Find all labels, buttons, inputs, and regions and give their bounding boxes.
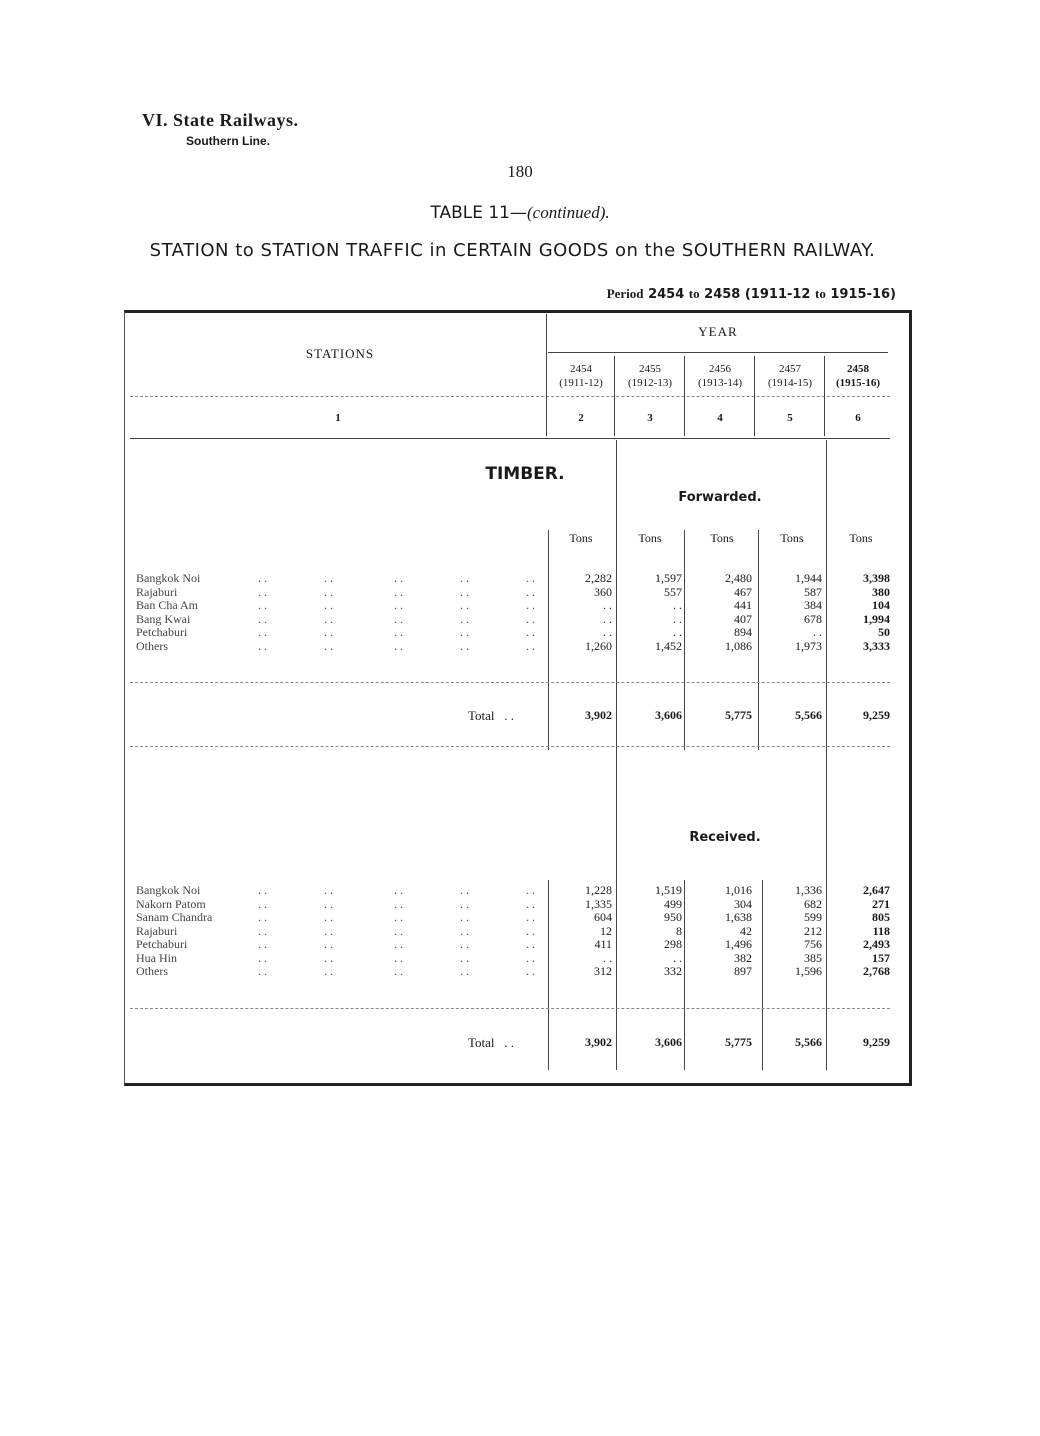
leader-dot: . . (324, 937, 333, 951)
value-cell: 3,398 (863, 571, 890, 585)
table-title: STATION to STATION TRAFFIC in CERTAIN GOODS on the SOUTHERN RAILWAY. (149, 240, 876, 261)
leader-dot: . . (460, 611, 469, 626)
value-cell: . . (603, 598, 612, 612)
forwarded-total-label (468, 708, 514, 724)
header-rule (130, 396, 890, 397)
leader-dot: . . (324, 910, 333, 924)
value-cell: 1,638 (725, 910, 752, 924)
leader-dot: . . (460, 638, 469, 653)
leader-dot: . . (394, 638, 403, 653)
table-label (0, 203, 1040, 223)
leader-dot: . . (460, 950, 469, 965)
period-to-1: to (688, 286, 700, 301)
value-cell: . . (673, 598, 682, 612)
station-name: Others (136, 638, 168, 653)
received-total-label (468, 1035, 514, 1051)
table-row (0, 626, 1040, 640)
year-ad: (1913-14) (698, 377, 742, 389)
forwarded-total-2454: 3,902 (585, 708, 612, 722)
value-cell: 2,647 (863, 883, 890, 897)
forwarded-total-2457: 5,566 (795, 708, 822, 722)
value-cell: 1,973 (795, 638, 822, 653)
table-row (0, 911, 1040, 925)
value-cell: . . (603, 611, 612, 626)
leader-dot: . . (258, 964, 267, 978)
leader-dot: . . (526, 910, 535, 924)
leader-dot: . . (258, 611, 267, 626)
leader-dot: . . (460, 923, 469, 938)
station-name: Hua Hin (136, 950, 177, 965)
col-divider-2 (614, 356, 615, 436)
value-cell: 587 (804, 584, 822, 599)
year-be: 2454 (570, 363, 592, 375)
leader-dot: . . (258, 910, 267, 924)
leader-dot: . . (324, 923, 333, 938)
value-cell: 1,519 (655, 883, 682, 897)
col-divider-4 (754, 356, 755, 436)
leader-dot: . . (526, 571, 535, 585)
leader-dot: . . (258, 571, 267, 585)
leader-dot: . . (324, 638, 333, 653)
leader-dot: . . (460, 584, 469, 599)
leader-dot: . . (526, 950, 535, 965)
station-name: Petchaburi (136, 625, 188, 639)
station-name: Bangkok Noi (136, 571, 201, 585)
station-name: Others (136, 964, 168, 978)
leader-dot: . . (394, 571, 403, 585)
value-cell: 304 (734, 896, 752, 911)
leader-dot: . . (460, 883, 469, 897)
received-total-2458: 9,259 (863, 1035, 890, 1049)
period-line (607, 286, 896, 302)
received-total-2457: 5,566 (795, 1035, 822, 1049)
forwarded-total-rule (130, 682, 890, 683)
section-heading: VI. State Railways. (142, 110, 299, 130)
total-dots: . . (504, 1035, 515, 1050)
value-cell: 50 (878, 625, 890, 639)
year-header: YEAR (698, 324, 738, 339)
forwarded-total-2455: 3,606 (655, 708, 682, 722)
value-cell: . . (603, 950, 612, 965)
value-cell: 1,452 (655, 638, 682, 653)
value-cell: 2,493 (863, 937, 890, 951)
year-col-2455 (616, 362, 684, 390)
leader-dot: . . (526, 598, 535, 612)
year-ad: (1912-13) (628, 377, 672, 389)
leader-dot: . . (394, 896, 403, 911)
table-row (0, 965, 1040, 979)
value-cell: 157 (872, 950, 890, 965)
station-name: Bang Kwai (136, 611, 191, 626)
column-number-1: 1 (335, 412, 341, 424)
leader-dot: . . (460, 910, 469, 924)
leader-dot: . . (394, 937, 403, 951)
leader-dot: . . (258, 950, 267, 965)
leader-dot: . . (324, 611, 333, 626)
leader-dot: . . (324, 625, 333, 639)
table-row (0, 898, 1040, 912)
value-cell: 407 (734, 611, 752, 626)
value-cell: 1,086 (725, 638, 752, 653)
leader-dot: . . (324, 896, 333, 911)
total-dots: . . (504, 708, 515, 723)
table-row (0, 572, 1040, 586)
leader-dot: . . (258, 638, 267, 653)
leader-dot: . . (526, 883, 535, 897)
stations-divider (546, 314, 547, 436)
station-name: Petchaburi (136, 937, 188, 951)
table-row (0, 599, 1040, 613)
year-col-2454 (548, 362, 614, 390)
value-cell: 604 (594, 910, 612, 924)
unit-col-2: Tons (569, 531, 593, 545)
forwarded-title: Forwarded. (678, 490, 762, 505)
value-cell: 385 (804, 950, 822, 965)
leader-dot: . . (526, 923, 535, 938)
column-number-2: 2 (578, 412, 584, 424)
unit-col-3: Tons (638, 531, 662, 545)
year-ad: (1911-12) (559, 377, 603, 389)
value-cell: 467 (734, 584, 752, 599)
station-name: Rajaburi (136, 584, 178, 599)
value-cell: . . (673, 611, 682, 626)
leader-dot: . . (526, 638, 535, 653)
value-cell: 2,282 (585, 571, 612, 585)
leader-dot: . . (324, 950, 333, 965)
value-cell: 557 (664, 584, 682, 599)
year-ad: (1915-16) (836, 377, 880, 389)
station-name: Ban Cha Am (136, 598, 198, 612)
total-text: Total (468, 708, 495, 723)
leader-dot: . . (460, 896, 469, 911)
value-cell: 897 (734, 964, 752, 978)
forwarded-total-2458: 9,259 (863, 708, 890, 722)
leader-dot: . . (460, 571, 469, 585)
total-text: Total (468, 1035, 495, 1050)
table-row (0, 952, 1040, 966)
table-label-number: TABLE 11— (430, 203, 527, 223)
leader-dot: . . (258, 883, 267, 897)
value-cell: 1,260 (585, 638, 612, 653)
value-cell: 312 (594, 964, 612, 978)
leader-dot: . . (526, 611, 535, 626)
leader-dot: . . (258, 598, 267, 612)
value-cell: 118 (872, 923, 890, 938)
table-row (0, 925, 1040, 939)
table-row (0, 586, 1040, 600)
value-cell: 2,768 (863, 964, 890, 978)
station-name: Sanam Chandra (136, 910, 213, 924)
value-cell: 1,335 (585, 896, 612, 911)
year-ad: (1914-15) (768, 377, 812, 389)
forwarded-total-2456: 5,775 (725, 708, 752, 722)
year-be: 2456 (709, 363, 731, 375)
leader-dot: . . (460, 625, 469, 639)
value-cell: 1,596 (795, 964, 822, 978)
forwarded-end-rule (130, 746, 890, 747)
value-cell: 411 (594, 937, 612, 951)
col-divider-5 (824, 356, 825, 436)
leader-dot: . . (394, 625, 403, 639)
leader-dot: . . (460, 964, 469, 978)
leader-dot: . . (526, 964, 535, 978)
leader-dot: . . (526, 625, 535, 639)
table-row (0, 938, 1040, 952)
value-cell: 1,994 (863, 611, 890, 626)
station-name: Nakorn Patom (136, 896, 206, 911)
table-row (0, 884, 1040, 898)
period-to-2: to (815, 286, 826, 301)
year-be: 2455 (639, 363, 661, 375)
value-cell: 894 (734, 625, 752, 639)
period-range-b: 2458 (1911-12 (704, 287, 811, 302)
leader-dot: . . (258, 584, 267, 599)
value-cell: 441 (734, 598, 752, 612)
year-rule (548, 352, 888, 353)
period-word: Period (606, 286, 644, 301)
leader-dot: . . (324, 598, 333, 612)
value-cell: 12 (600, 923, 612, 938)
value-cell: 8 (676, 923, 682, 938)
leader-dot: . . (394, 584, 403, 599)
value-cell: 756 (804, 937, 822, 951)
column-number-4: 4 (717, 412, 723, 424)
leader-dot: . . (394, 950, 403, 965)
leader-dot: . . (460, 598, 469, 612)
received-total-2455: 3,606 (655, 1035, 682, 1049)
value-cell: . . (673, 950, 682, 965)
value-cell: . . (603, 625, 612, 639)
column-number-rule (130, 438, 890, 439)
leader-dot: . . (258, 937, 267, 951)
year-col-2457 (756, 362, 824, 390)
received-total-2456: 5,775 (725, 1035, 752, 1049)
unit-col-6: Tons (849, 531, 873, 545)
column-number-3: 3 (647, 412, 653, 424)
leader-dot: . . (526, 937, 535, 951)
year-be: 2458 (847, 363, 869, 375)
col-divider-3 (684, 356, 685, 436)
value-cell: 599 (804, 910, 822, 924)
leader-dot: . . (324, 571, 333, 585)
value-cell: 2,480 (725, 571, 752, 585)
value-cell: . . (813, 625, 822, 639)
leader-dot: . . (258, 896, 267, 911)
value-cell: 1,944 (795, 571, 822, 585)
year-col-2458 (826, 362, 890, 390)
value-cell: 499 (664, 896, 682, 911)
leader-dot: . . (394, 883, 403, 897)
value-cell: . . (673, 625, 682, 639)
value-cell: 380 (872, 584, 890, 599)
value-cell: 805 (872, 910, 890, 924)
unit-col-5: Tons (780, 531, 804, 545)
value-cell: 678 (804, 611, 822, 626)
stations-header: STATIONS (305, 346, 375, 361)
leader-dot: . . (394, 923, 403, 938)
leader-dot: . . (324, 964, 333, 978)
leader-dot: . . (394, 611, 403, 626)
column-number-6: 6 (855, 412, 861, 424)
leader-dot: . . (324, 584, 333, 599)
leader-dot: . . (258, 923, 267, 938)
value-cell: 1,228 (585, 883, 612, 897)
page-number: 180 (507, 162, 533, 181)
period-range-c: 1915-16) (830, 287, 896, 302)
value-cell: 1,016 (725, 883, 752, 897)
column-number-5: 5 (787, 412, 793, 424)
value-cell: 104 (872, 598, 890, 612)
station-name: Rajaburi (136, 923, 178, 938)
table-row (0, 640, 1040, 654)
leader-dot: . . (526, 896, 535, 911)
value-cell: 382 (734, 950, 752, 965)
value-cell: 360 (594, 584, 612, 599)
commodity-title: TIMBER. (485, 464, 565, 484)
value-cell: 332 (664, 964, 682, 978)
received-total-2454: 3,902 (585, 1035, 612, 1049)
value-cell: 298 (664, 937, 682, 951)
value-cell: 950 (664, 910, 682, 924)
leader-dot: . . (394, 910, 403, 924)
value-cell: 1,336 (795, 883, 822, 897)
leader-dot: . . (394, 598, 403, 612)
value-cell: 1,496 (725, 937, 752, 951)
subsection-heading: Southern Line. (186, 134, 270, 148)
value-cell: 1,597 (655, 571, 682, 585)
value-cell: 3,333 (863, 638, 890, 653)
unit-col-4: Tons (710, 531, 734, 545)
year-be: 2457 (779, 363, 801, 375)
leader-dot: . . (324, 883, 333, 897)
year-col-2456 (686, 362, 754, 390)
table-label-continued: (continued). (527, 203, 610, 222)
period-range-a: 2454 (648, 287, 685, 302)
leader-dot: . . (526, 584, 535, 599)
value-cell: 271 (872, 896, 890, 911)
value-cell: 682 (804, 896, 822, 911)
value-cell: 384 (804, 598, 822, 612)
value-cell: 212 (804, 923, 822, 938)
station-name: Bangkok Noi (136, 883, 201, 897)
leader-dot: . . (258, 625, 267, 639)
received-total-rule (130, 1008, 890, 1009)
table-row (0, 613, 1040, 627)
leader-dot: . . (460, 937, 469, 951)
received-title: Received. (689, 830, 761, 845)
leader-dot: . . (394, 964, 403, 978)
value-cell: 42 (740, 923, 752, 938)
